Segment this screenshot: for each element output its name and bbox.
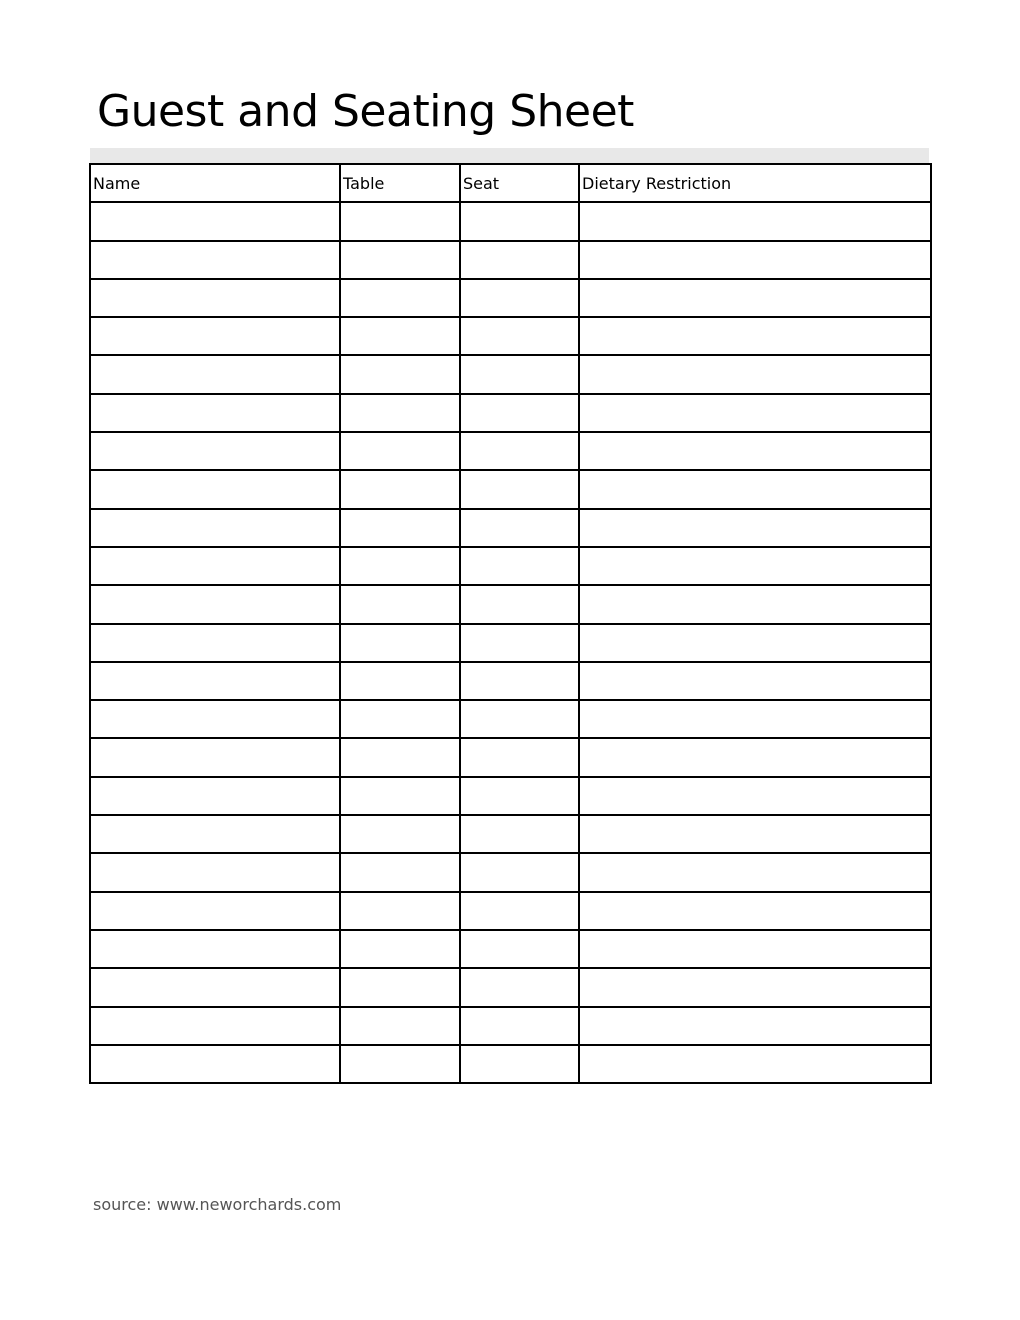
table-row — [90, 1045, 931, 1083]
dietary-restriction-cell[interactable] — [579, 700, 931, 738]
dietary-restriction-cell[interactable] — [579, 892, 931, 930]
table-cell[interactable] — [340, 700, 460, 738]
name-cell[interactable] — [90, 815, 340, 853]
table-row — [90, 547, 931, 585]
table-cell[interactable] — [340, 1007, 460, 1045]
table-cell[interactable] — [340, 547, 460, 585]
table-cell[interactable] — [340, 624, 460, 662]
table-cell[interactable] — [340, 241, 460, 279]
dietary-restriction-cell[interactable] — [579, 355, 931, 393]
table-row — [90, 241, 931, 279]
table-cell[interactable] — [340, 279, 460, 317]
table-cell[interactable] — [340, 470, 460, 508]
header-row — [90, 164, 931, 202]
name-cell[interactable] — [90, 585, 340, 623]
seat-cell[interactable] — [460, 930, 579, 968]
dietary-restriction-cell[interactable] — [579, 432, 931, 470]
name-cell[interactable] — [90, 930, 340, 968]
dietary-restriction-cell[interactable] — [579, 585, 931, 623]
name-cell[interactable] — [90, 547, 340, 585]
table-cell[interactable] — [340, 202, 460, 240]
name-cell[interactable] — [90, 509, 340, 547]
dietary-restriction-cell[interactable] — [579, 317, 931, 355]
header-band — [90, 148, 929, 163]
table-row — [90, 930, 931, 968]
name-cell[interactable] — [90, 624, 340, 662]
guest-table — [89, 163, 932, 1084]
seat-cell[interactable] — [460, 700, 579, 738]
table-cell[interactable] — [340, 853, 460, 891]
name-cell[interactable] — [90, 470, 340, 508]
table-cell[interactable] — [340, 585, 460, 623]
column-header-dietary-restriction: Dietary Restriction — [579, 164, 931, 202]
dietary-restriction-cell[interactable] — [579, 241, 931, 279]
column-header-seat: Seat — [460, 164, 579, 202]
table-cell[interactable] — [340, 317, 460, 355]
seat-cell[interactable] — [460, 968, 579, 1006]
seat-cell[interactable] — [460, 317, 579, 355]
seat-cell[interactable] — [460, 241, 579, 279]
table-cell[interactable] — [340, 355, 460, 393]
name-cell[interactable] — [90, 738, 340, 776]
name-cell[interactable] — [90, 279, 340, 317]
table-cell[interactable] — [340, 432, 460, 470]
page-title: Guest and Seating Sheet — [97, 86, 634, 137]
table-cell[interactable] — [340, 394, 460, 432]
name-cell[interactable] — [90, 1045, 340, 1083]
seat-cell[interactable] — [460, 662, 579, 700]
dietary-restriction-cell[interactable] — [579, 547, 931, 585]
seat-cell[interactable] — [460, 738, 579, 776]
table-cell[interactable] — [340, 662, 460, 700]
dietary-restriction-cell[interactable] — [579, 815, 931, 853]
table-cell[interactable] — [340, 509, 460, 547]
seat-cell[interactable] — [460, 1045, 579, 1083]
dietary-restriction-cell[interactable] — [579, 279, 931, 317]
seat-cell[interactable] — [460, 624, 579, 662]
table-row — [90, 509, 931, 547]
dietary-restriction-cell[interactable] — [579, 624, 931, 662]
table-row — [90, 317, 931, 355]
dietary-restriction-cell[interactable] — [579, 662, 931, 700]
dietary-restriction-cell[interactable] — [579, 853, 931, 891]
seat-cell[interactable] — [460, 853, 579, 891]
name-cell[interactable] — [90, 202, 340, 240]
name-cell[interactable] — [90, 853, 340, 891]
table-row — [90, 968, 931, 1006]
dietary-restriction-cell[interactable] — [579, 968, 931, 1006]
table-cell[interactable] — [340, 892, 460, 930]
table-row — [90, 700, 931, 738]
column-header-table: Table — [340, 164, 460, 202]
seat-cell[interactable] — [460, 1007, 579, 1045]
name-cell[interactable] — [90, 892, 340, 930]
table-row — [90, 1007, 931, 1045]
table-cell[interactable] — [340, 777, 460, 815]
dietary-restriction-cell[interactable] — [579, 470, 931, 508]
table-cell[interactable] — [340, 738, 460, 776]
table-row — [90, 394, 931, 432]
table-row — [90, 815, 931, 853]
seat-cell[interactable] — [460, 394, 579, 432]
dietary-restriction-cell[interactable] — [579, 1045, 931, 1083]
seat-cell[interactable] — [460, 892, 579, 930]
seat-cell[interactable] — [460, 470, 579, 508]
seat-cell[interactable] — [460, 777, 579, 815]
table-cell[interactable] — [340, 968, 460, 1006]
dietary-restriction-cell[interactable] — [579, 394, 931, 432]
table-row — [90, 279, 931, 317]
dietary-restriction-cell[interactable] — [579, 1007, 931, 1045]
seat-cell[interactable] — [460, 432, 579, 470]
name-cell[interactable] — [90, 1007, 340, 1045]
table-row — [90, 624, 931, 662]
dietary-restriction-cell[interactable] — [579, 509, 931, 547]
name-cell[interactable] — [90, 662, 340, 700]
name-cell[interactable] — [90, 241, 340, 279]
source-note: source: www.neworchards.com — [93, 1195, 342, 1214]
name-cell[interactable] — [90, 777, 340, 815]
table-cell[interactable] — [340, 930, 460, 968]
table-row — [90, 777, 931, 815]
name-cell[interactable] — [90, 432, 340, 470]
table-cell[interactable] — [340, 1045, 460, 1083]
name-cell[interactable] — [90, 355, 340, 393]
seat-cell[interactable] — [460, 585, 579, 623]
column-header-name: Name — [90, 164, 340, 202]
name-cell[interactable] — [90, 700, 340, 738]
table-row — [90, 585, 931, 623]
table-row — [90, 853, 931, 891]
table-row — [90, 738, 931, 776]
seat-cell[interactable] — [460, 202, 579, 240]
table-cell[interactable] — [340, 815, 460, 853]
table-body — [90, 202, 931, 1083]
name-cell[interactable] — [90, 968, 340, 1006]
table-row — [90, 355, 931, 393]
dietary-restriction-cell[interactable] — [579, 930, 931, 968]
table-row — [90, 432, 931, 470]
seat-cell[interactable] — [460, 279, 579, 317]
seat-cell[interactable] — [460, 815, 579, 853]
seat-cell[interactable] — [460, 355, 579, 393]
dietary-restriction-cell[interactable] — [579, 777, 931, 815]
dietary-restriction-cell[interactable] — [579, 738, 931, 776]
table-row — [90, 470, 931, 508]
dietary-restriction-cell[interactable] — [579, 202, 931, 240]
name-cell[interactable] — [90, 317, 340, 355]
seat-cell[interactable] — [460, 547, 579, 585]
seat-cell[interactable] — [460, 509, 579, 547]
table-row — [90, 202, 931, 240]
table-row — [90, 892, 931, 930]
name-cell[interactable] — [90, 394, 340, 432]
table-row — [90, 662, 931, 700]
